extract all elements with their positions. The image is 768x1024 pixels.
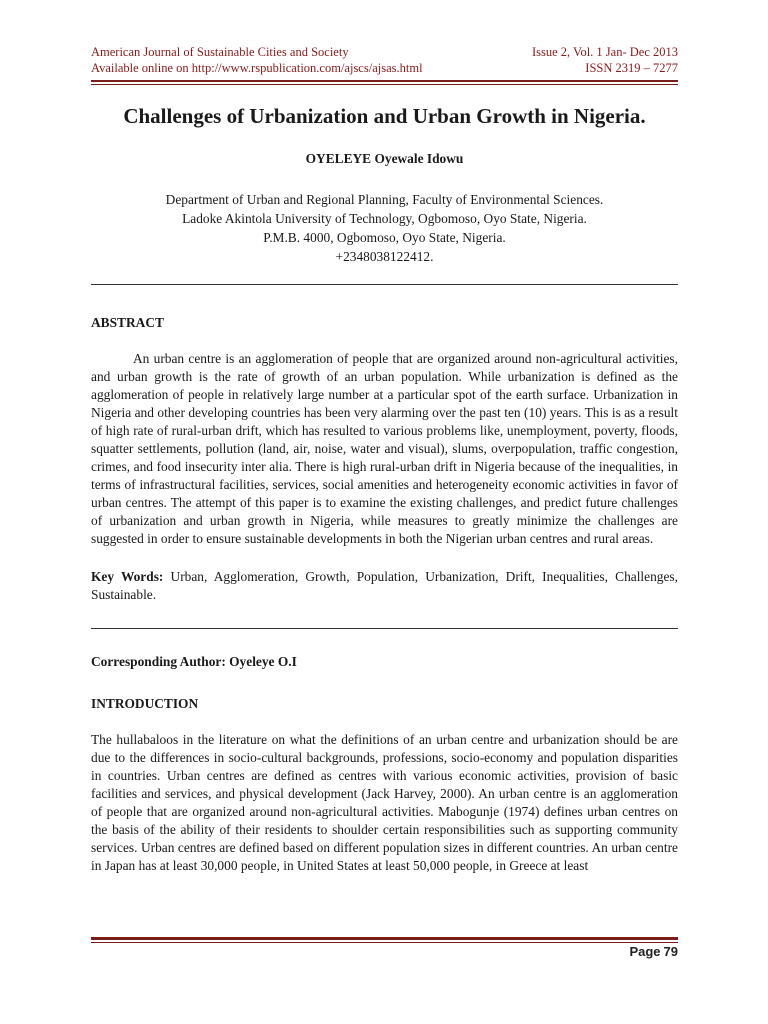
author-affiliation [91, 190, 678, 266]
keywords [91, 568, 678, 604]
keywords-label: Key Words: [91, 569, 164, 584]
page-number [629, 944, 678, 959]
introduction-text: The hullabaloos in the literature on what the definitions of an urban centre and urbanization should be are due to the differences in socio-cultural backgrounds, professions, socio-economy and population disparities in countries. Urban centres are defined as centres with various economic activities, provision of basic facilities and services, and physical development (Jack Harvey, 2000). An urban centre is an agglomeration of people that are organized around non-agricultural activities. Mabogunje (1974) defines urban centres on the basis of the ability of their residents to shoulder certain responsibilities such as supporting community services. Urban centres are defined based on different population sizes in different countries. An urban centre in Japan has at least 30,000 people, in United States at least 50,000 people, in Greece at least [91, 732, 678, 873]
page-number-value: 79 [663, 944, 678, 959]
running-header [91, 44, 678, 76]
header-rule-thin [91, 84, 678, 85]
affiliation-line: Department of Urban and Regional Planning, Faculty of Environmental Sciences. [165, 192, 604, 207]
affiliation-line: P.M.B. 4000, Ogbomoso, Oyo State, Nigeria. [263, 230, 506, 245]
issue-info: Issue 2, Vol. 1 Jan- Dec 2013 [531, 45, 678, 59]
online-availability: Available online on http://www.rspublication.com/ajscs/ajsas.html [91, 61, 423, 75]
section-divider [91, 628, 678, 629]
affiliation-line: +2348038122412. [335, 249, 434, 264]
abstract-text: An urban centre is an agglomeration of people that are organized around non-agricultural activities, and urban growth is the rate of growth of an urban population. While urbanization is defined as the agglomeration of people in relatively large number at a particular spot of the earth surface. Urbanization in Nigeria and other developing countries has been very alarming over the past ten (10) years. This is as a result of high rate of rural-urban drift, which has resulted to various problems like, unemployment, poverty, floods, squatter settlements, pollution (land, air, noise, water and visual), slums, overpopulation, traffic congestion, crimes, and food insecurity inter alia. There is high rural-urban drift in Nigeria because of the inequalities, in terms of infrastructural facilities, services, social amenities and heterogeneity economic activities in favor of urban centres. The attempt of this paper is to examine the existing challenges, and predict future challenges of urbanization and urban growth in Nigeria, while measures to greatly minimize the challenges are suggested in order to ensure sustainable developments in both the Nigerian urban centres and rural areas. [91, 351, 678, 546]
affiliation-line: Ladoke Akintola University of Technology, Ogbomoso, Oyo State, Nigeria. [182, 211, 587, 226]
abstract-heading: ABSTRACT [91, 315, 164, 330]
page-label: Page [629, 944, 661, 959]
header-rule [91, 80, 678, 82]
footer-rule-thin [91, 942, 678, 943]
corresponding-author: Corresponding Author: Oyeleye O.I [91, 654, 297, 669]
journal-name: American Journal of Sustainable Cities and Society [91, 45, 349, 59]
footer-rule [91, 937, 678, 940]
page-body [91, 100, 678, 875]
author-name: OYELEYE Oyewale Idowu [305, 151, 464, 166]
paper-title: Challenges of Urbanization and Urban Growth in Nigeria. [123, 104, 646, 128]
section-divider [91, 284, 678, 285]
keywords-list: Urban, Agglomeration, Growth, Population, Urbanization, Drift, Inequalities, Challenges, Sustainable. [91, 569, 678, 602]
introduction-heading: INTRODUCTION [91, 696, 199, 711]
issn-info: ISSN 2319 – 7277 [585, 61, 678, 75]
